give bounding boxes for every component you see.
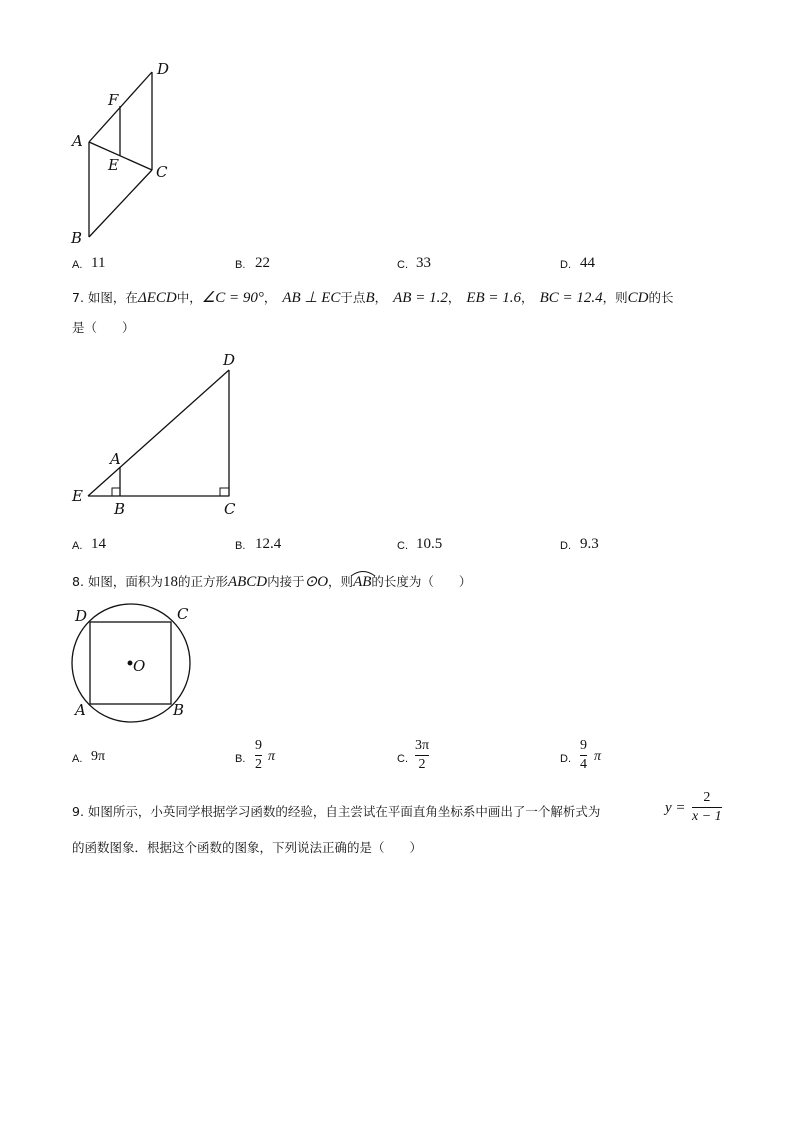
q7-option-a-value: 14 — [91, 536, 106, 552]
q7-text-7: ， — [521, 290, 534, 305]
q8-math-arc-ab — [353, 574, 371, 591]
q9-line1 — [72, 802, 600, 820]
q7-text-1: 如图，在 — [87, 290, 138, 305]
q8-number: 8. — [72, 574, 84, 589]
q9-line2: 的函数图象．根据这个函数的图象，下列说法正确的是（ ） — [72, 840, 423, 855]
q7-option-b-value: 12.4 — [255, 536, 282, 552]
fig7-diagram — [88, 370, 229, 496]
q7-math-bc: BC = 12.4 — [539, 290, 603, 306]
q9-numerator: 2 — [703, 790, 711, 805]
q7-text-6: ， — [447, 290, 461, 305]
fig7-label-c: C — [224, 500, 236, 518]
q7-math-eb: EB = 1.6 — [466, 290, 522, 306]
fig7-label-a: A — [110, 450, 121, 468]
q6-option-c-letter: C. — [397, 259, 408, 271]
q8-option-d-denominator: 4 — [580, 757, 587, 772]
arc-mark-icon — [350, 569, 376, 577]
q7-text-9: 的长 — [648, 290, 674, 305]
q8-option-c-denominator: 2 — [418, 757, 426, 772]
q7-line1 — [72, 288, 673, 307]
q9-denominator: x − 1 — [692, 809, 722, 824]
q8-option-d-fraction — [580, 738, 587, 773]
q9-number: 9. — [72, 804, 84, 819]
q7-math-angle: ∠C = 90° — [201, 290, 264, 306]
q7-text-3: ， — [263, 290, 277, 305]
fig8-label-d: D — [75, 607, 88, 625]
q8-option-c-letter: C. — [397, 753, 408, 765]
q8-option-d-numerator: 9 — [580, 738, 587, 753]
q7-option-c-value: 10.5 — [416, 536, 443, 552]
fig6-label-e: E — [108, 156, 119, 174]
q7-text-8: ，则 — [602, 290, 628, 305]
fig7-label-e: E — [72, 487, 83, 505]
q7-text-5: ， — [374, 290, 388, 305]
q6-option-a-letter: A. — [72, 259, 83, 271]
q7-math-ab: AB = 1.2 — [393, 290, 448, 306]
q6-option-d-value: 44 — [580, 255, 595, 271]
fig8-label-o: O — [133, 657, 146, 675]
q8-option-b-letter: B. — [235, 753, 246, 765]
q9-text-1: 如图所示，小英同学根据学习函数的经验，自主尝试在平面直角坐标系中画出了一个解析式为 — [87, 804, 601, 819]
q8-text-3: 内接于 — [267, 574, 305, 589]
q8-option-b-fraction — [255, 738, 262, 773]
q6-option-d-letter: D. — [560, 259, 571, 271]
q6-option-b-value: 22 — [255, 255, 270, 271]
fig7-label-d: D — [223, 351, 236, 369]
q7-math-cd: CD — [627, 290, 649, 306]
fig6-label-a: A — [72, 132, 83, 150]
q6-option-c-value: 33 — [416, 255, 431, 271]
q8-line1 — [72, 572, 471, 591]
q8-option-c-fraction — [415, 738, 429, 773]
q8-option-d-letter: D. — [560, 753, 571, 765]
q8-text-2: 的正方形 — [177, 574, 228, 589]
fig6-diagram — [89, 72, 152, 237]
q8-option-b-pi: π — [268, 749, 276, 764]
q8-text-4: ，则 — [328, 574, 354, 589]
q8-text-5: 的长度为（ ） — [371, 574, 472, 589]
q8-option-b-numerator: 9 — [255, 738, 262, 753]
q8-text-1: 如图，面积为 — [87, 574, 163, 589]
q8-math-abcd: ABCD — [227, 574, 268, 590]
q8-option-a-letter: A. — [72, 753, 83, 765]
fig6-label-b: B — [71, 229, 83, 247]
fig6-label-f: F — [108, 91, 119, 109]
q8-option-a-value: 9π — [91, 749, 106, 764]
q7-math-b: B — [365, 290, 375, 306]
q7-option-d-value: 9.3 — [580, 536, 599, 552]
q8-math-circle-o: ⊙O — [304, 574, 329, 590]
q7-math-triangle: ΔECD — [137, 290, 177, 306]
q7-text-4: 于点 — [340, 290, 366, 305]
fig6-label-c: C — [156, 163, 168, 181]
fig6-label-d: D — [157, 60, 170, 78]
fig7-label-b: B — [114, 500, 126, 518]
q7-option-a-letter: A. — [72, 540, 83, 552]
q7-line2: 是（ ） — [72, 320, 135, 335]
q7-option-c-letter: C. — [397, 540, 408, 552]
q7-text-2: 中， — [176, 290, 202, 305]
q8-math-arc-ab-text: AB — [353, 574, 372, 590]
fig8-label-c: C — [177, 605, 189, 623]
q9-fraction — [692, 790, 722, 825]
fig8-label-b: B — [173, 701, 185, 719]
q7-number: 7. — [72, 290, 84, 305]
q8-option-d-pi: π — [594, 749, 602, 764]
q6-option-b-letter: B. — [235, 259, 246, 271]
q7-math-perp: AB ⊥ EC — [282, 290, 341, 306]
q8-option-c-numerator: 3π — [415, 738, 430, 753]
q7-option-d-letter: D. — [560, 540, 571, 552]
q9-math-y: y = — [665, 800, 686, 816]
q8-math-18: 18 — [162, 574, 178, 590]
q8-option-b-denominator: 2 — [255, 757, 262, 772]
q7-option-b-letter: B. — [235, 540, 246, 552]
q6-option-a-value: 11 — [91, 255, 106, 271]
fig8-label-a: A — [75, 701, 86, 719]
